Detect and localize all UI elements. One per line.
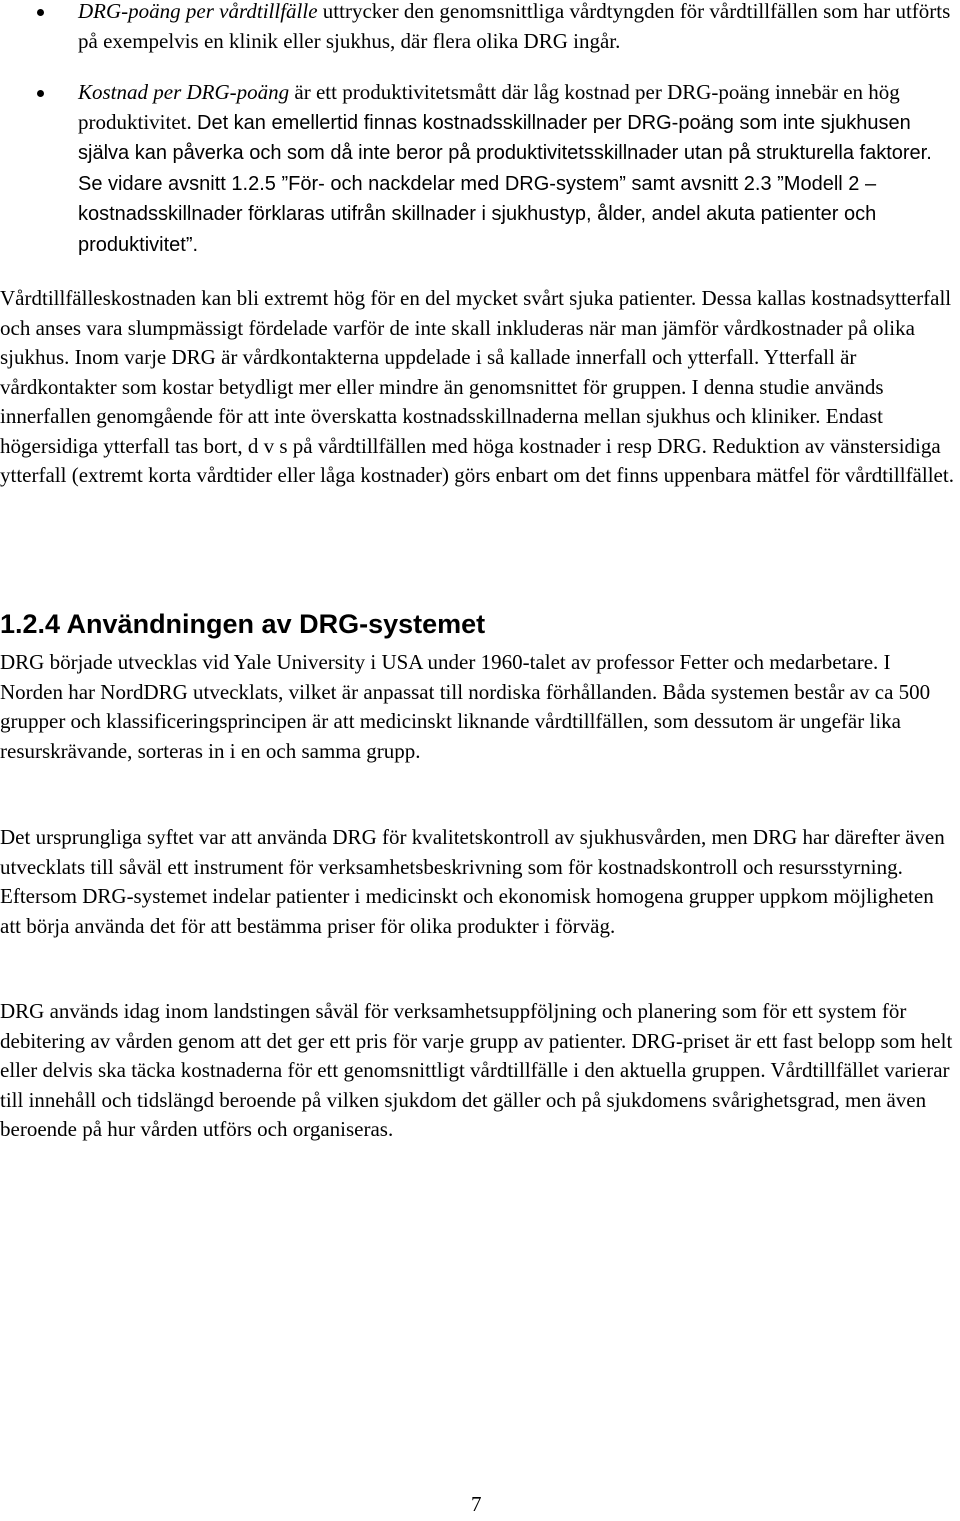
page-number: 7	[471, 1492, 482, 1516]
list-item	[0, 78, 960, 260]
bullet-icon	[37, 9, 44, 16]
section-heading: 1.2.4 Användningen av DRG-systemet	[0, 609, 486, 639]
term-kostnad-per-drg-poang: Kostnad per DRG-poäng	[78, 80, 290, 104]
paragraph-ytterfall: Vårdtillfälleskostnaden kan bli extremt hög för en del mycket svårt sjuka patienter. Dessa kallas kostnadsytterfall och anses vara slumpmässigt fördelade varför de inte skall inkluderas när man jämför vårdkostnader på olika sjukhus. Inom varje DRG är vårdkontakterna uppdelade i så kallade innerfall och ytterfall. Ytterfall är vårdkontakter som kostar betydligt mer eller mindre än genomsnittet för gruppen. I denna studie används innerfallen genomgående för att inte överskatta kostnadsskillnaderna mellan sjukhus och kliniker. Endast högersidiga ytterfall tas bort, d v s på vårdtillfällen med höga kostnader i resp DRG. Reduktion av vänstersidiga ytterfall (extremt korta vårdtider eller låga kostnader) görs enbart om det finns uppenbara mätfel för vårdtillfället.	[0, 286, 954, 487]
list-item	[0, 0, 960, 56]
paragraph-drg-history: DRG började utvecklas vid Yale University i USA under 1960-talet av professor Fetter och medarbetare. I Norden har NordDRG utvecklats, vilket är anpassat till nordiska förhållanden. Båda systemen består av ca 500 grupper och klassificeringsprincipen är att medicinskt liknande vårdtillfällen, som dessutom är ungefär lika resurskrävande, sorteras in i en och samma grupp.	[0, 650, 931, 763]
bullet-list	[0, 0, 960, 282]
paragraph-drg-purpose: Det ursprungliga syftet var att använda DRG för kvalitetskontroll av sjukhusvården, men DRG har därefter även utvecklats till såväl ett instrument för verksamhetsbeskrivning som för kostnadskontroll och resursstyrning. Eftersom DRG-systemet indelar patienter i medicinskt och ekonomisk homogena grupper uppkom möjligheten att börja använda det för att bestämma priser för olika produkter i förväg.	[0, 825, 945, 938]
term-drg-poang-per-vardtillfalle: DRG-poäng per vårdtillfälle	[78, 0, 318, 23]
bullet-text: är ett produktivitetsmått där låg kostnad per DRG-poäng innebär en hög produktivitet.	[78, 80, 900, 134]
bullet-sans-text: Det kan emellertid finnas kostnadsskillnader per DRG-poäng som inte sjukhusen själva kan påverka och som då inte beror på produktivitetsskillnader utan på strukturella faktorer. Se vidare avsnitt 1.2.5 ”För- och nackdelar med DRG-system” samt avsnitt 2.3 ”Modell 2 – kostnadsskillnader förklaras utifrån skillnader i sjukhustyp, ålder, andel akuta patienter och produktivitet”.	[78, 111, 932, 256]
paragraph-drg-usage: DRG används idag inom landstingen såväl för verksamhetsuppföljning och planering som för ett system för debitering av vården genom att det ger ett pris för varje grupp av patienter. DRG-priset är ett fast belopp som helt eller delvis ska täcka kostnaderna för ett genomsnittligt vårdtillfälle i den aktuella gruppen. Vårdtillfället varierar till innehåll och tidslängd beroende på vilken sjukdom det gäller och på sjukdomens svårighetsgrad, men även beroende på hur vården utförs och organiseras.	[0, 999, 953, 1141]
bullet-text: uttrycker den genomsnittliga vårdtyngden för vårdtillfällen som har utförts på exempelvis en klinik eller sjukhus, där flera olika DRG ingår.	[78, 0, 951, 53]
bullet-icon	[37, 90, 44, 97]
